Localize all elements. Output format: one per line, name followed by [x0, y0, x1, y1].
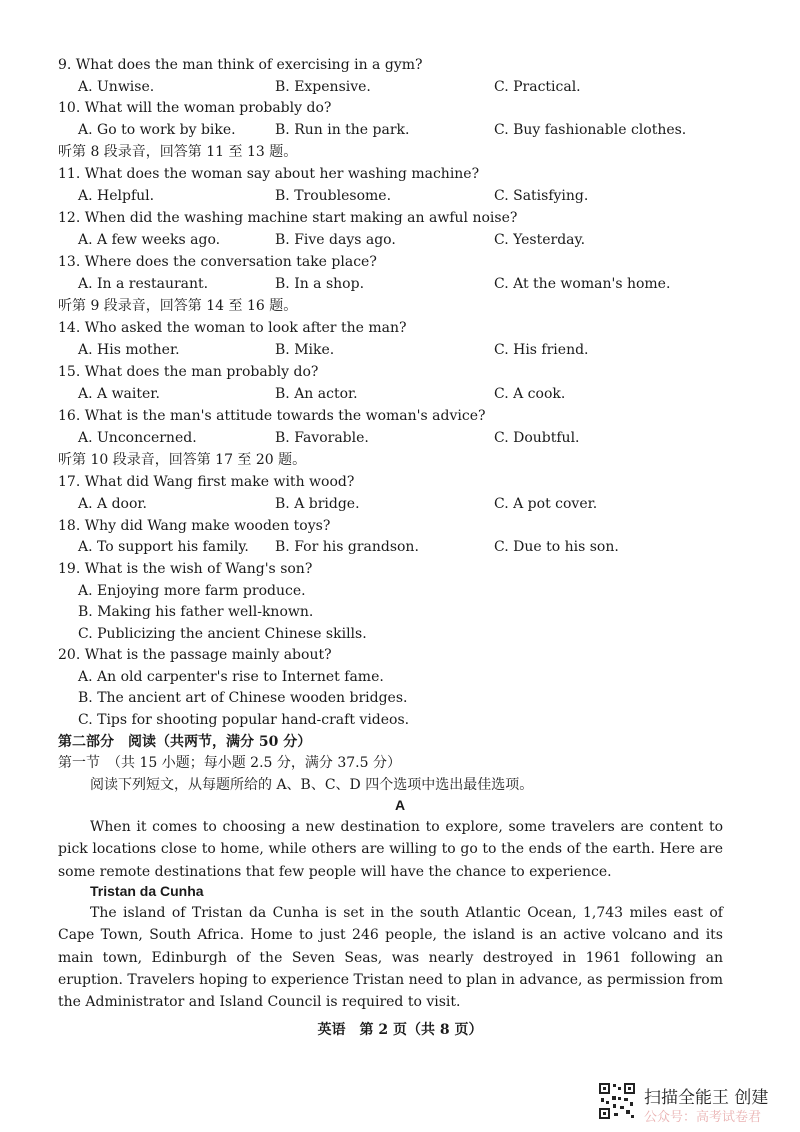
part-2-title: 第二部分 阅读（共两节，满分 50 分）: [58, 734, 312, 750]
question-9-option-c: C. Practical.: [494, 79, 581, 95]
question-13-stem: 13. Where does the conversation take place?: [58, 254, 377, 270]
question-11-option-b: B. Troublesome.: [275, 188, 392, 204]
question-10-option-c: C. Buy fashionable clothes.: [494, 122, 687, 138]
question-11-option-a: A. Helpful.: [78, 188, 155, 204]
page-footer: 英语 第 2 页（共 8 页）: [317, 1022, 483, 1038]
question-13-option-c: C. At the woman's home.: [494, 276, 671, 292]
question-9-option-a: A. Unwise.: [78, 79, 155, 95]
question-15-option-c: C. A cook.: [494, 386, 566, 402]
question-18-option-a: A. To support his family.: [78, 539, 249, 555]
question-17-stem: 17. What did Wang first make with wood?: [58, 474, 355, 490]
question-19-stem: 19. What is the wish of Wang's son?: [58, 561, 313, 577]
question-12-option-a: A. A few weeks ago.: [78, 232, 221, 248]
question-19-option-c: C. Publicizing the ancient Chinese skills.: [78, 626, 367, 642]
passage-subheading: Tristan da Cunha: [90, 883, 204, 899]
question-15-stem: 15. What does the man probably do?: [58, 364, 319, 380]
question-20-stem: 20. What is the passage mainly about?: [58, 647, 332, 663]
question-12-option-c: C. Yesterday.: [494, 232, 586, 248]
reading-instruction: 阅读下列短文，从每题所给的 A、B、C、D 四个选项中选出最佳选项。: [90, 777, 534, 793]
passage-body: The island of Tristan da Cunha is set in the south Atlantic Ocean, 1,743 miles east of Cape Town, South Africa. Home to just 246 people, the island is an active volcano and its main town, Edinburgh of the Seven Seas, was nearly destroyed in 1961 following an eruption. Travelers hoping to experience Tristan need to plan in advance, as permission from the Administrator and Island Council is required to visit.: [58, 905, 723, 1011]
passage-intro: When it comes to choosing a new destination to explore, some travelers are content to pick locations close to home, while others are willing to go to the ends of the earth. Here are some remote destinations that few people will have the chance to experience.: [58, 819, 723, 880]
question-12-stem: 12. When did the washing machine start making an awful noise?: [58, 210, 518, 226]
question-15-option-a: A. A waiter.: [78, 386, 160, 402]
question-17-option-c: C. A pot cover.: [494, 496, 598, 512]
question-18-stem: 18. Why did Wang make wooden toys?: [58, 518, 331, 534]
question-19-option-b: B. Making his father well-known.: [78, 604, 314, 620]
watermark-text: 公众号：高考试卷君: [644, 1110, 762, 1125]
qr-code-icon: [598, 1082, 636, 1120]
question-20-option-c: C. Tips for shooting popular hand-craft videos.: [78, 712, 410, 728]
question-16-stem: 16. What is the man's attitude towards the woman's advice?: [58, 408, 486, 424]
question-16-option-b: B. Favorable.: [275, 430, 369, 446]
question-19-option-a: A. Enjoying more farm produce.: [78, 583, 306, 599]
question-10-stem: 10. What will the woman probably do?: [58, 100, 332, 116]
question-20-option-a: A. An old carpenter's rise to Internet fame.: [78, 669, 384, 685]
question-11-stem: 11. What does the woman say about her washing machine?: [58, 166, 480, 182]
question-14-stem: 14. Who asked the woman to look after the man?: [58, 320, 407, 336]
question-9-stem: 9. What does the man think of exercising in a gym?: [58, 57, 423, 73]
question-9-option-b: B. Expensive.: [275, 79, 371, 95]
section-9-instruction: 听第 9 段录音，回答第 14 至 16 题。: [58, 298, 298, 314]
question-12-option-b: B. Five days ago.: [275, 232, 396, 248]
question-17-option-b: B. A bridge.: [275, 496, 360, 512]
question-14-option-b: B. Mike.: [275, 342, 335, 358]
question-10-option-b: B. Run in the park.: [275, 122, 410, 138]
question-18-option-b: B. For his grandson.: [275, 539, 419, 555]
section-10-instruction: 听第 10 段录音，回答第 17 至 20 题。: [58, 452, 307, 468]
question-13-option-a: A. In a restaurant.: [78, 276, 209, 292]
question-15-option-b: B. An actor.: [275, 386, 358, 402]
passage-label: A: [394, 797, 406, 813]
question-14-option-a: A. His mother.: [78, 342, 180, 358]
question-11-option-c: C. Satisfying.: [494, 188, 589, 204]
scanner-label: 扫描全能王 创建: [644, 1088, 769, 1108]
section-1-title: 第一节 （共 15 小题；每小题 2.5 分，满分 37.5 分）: [58, 755, 401, 771]
question-14-option-c: C. His friend.: [494, 342, 589, 358]
section-8-instruction: 听第 8 段录音，回答第 11 至 13 题。: [58, 144, 298, 160]
question-10-option-a: A. Go to work by bike.: [78, 122, 236, 138]
question-17-option-a: A. A door.: [78, 496, 147, 512]
question-13-option-b: B. In a shop.: [275, 276, 365, 292]
scanner-badge: [598, 1080, 798, 1126]
question-18-option-c: C. Due to his son.: [494, 539, 619, 555]
question-20-option-b: B. The ancient art of Chinese wooden bridges.: [78, 690, 408, 706]
question-16-option-c: C. Doubtful.: [494, 430, 580, 446]
question-16-option-a: A. Unconcerned.: [78, 430, 197, 446]
